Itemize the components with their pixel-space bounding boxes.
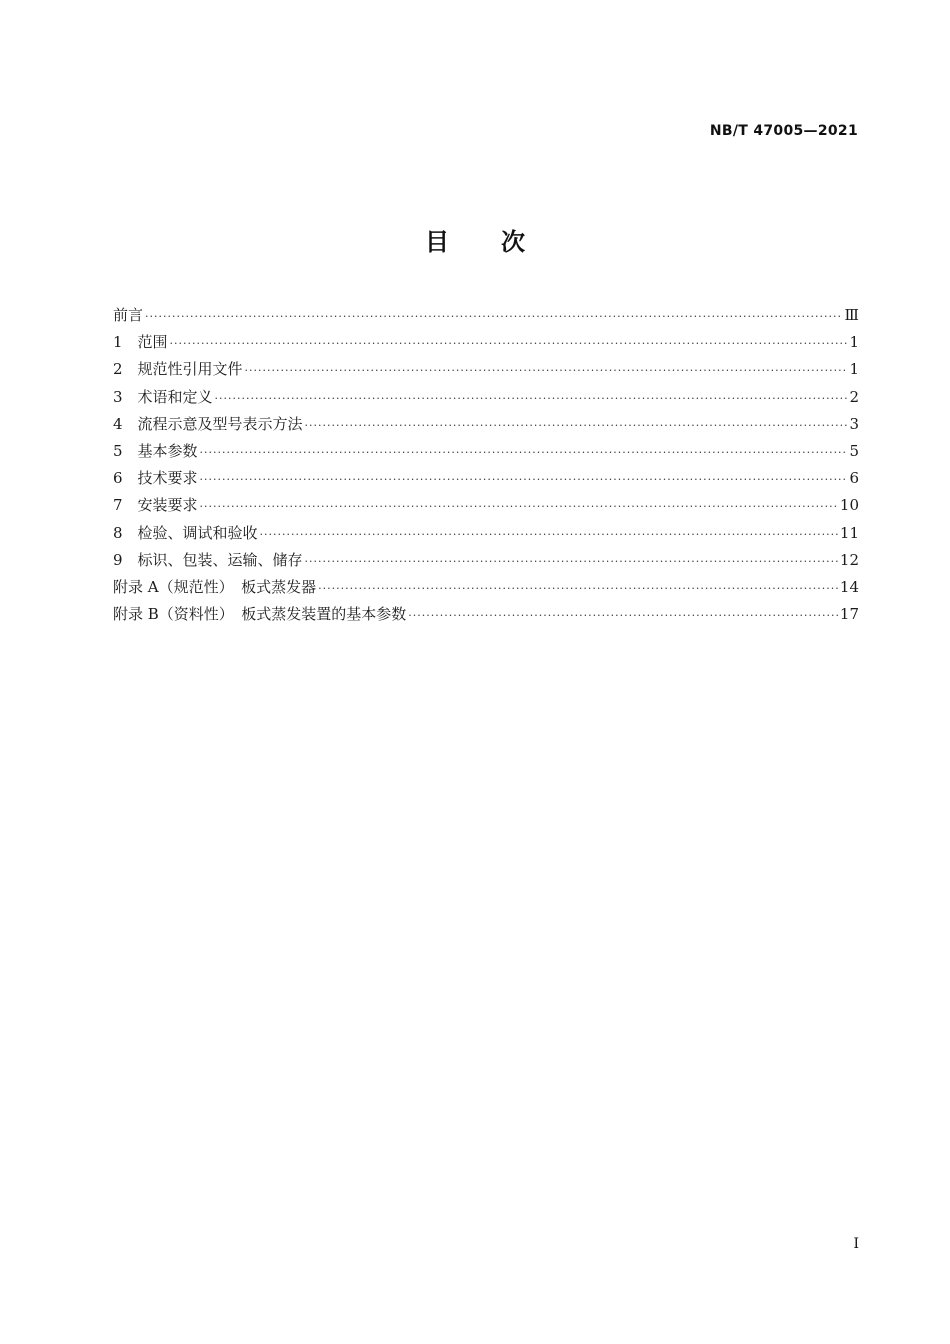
toc-entry-foreword[interactable] <box>113 302 859 329</box>
toc-entry-page: 5 <box>849 441 859 460</box>
toc-entry-annex-b[interactable] <box>113 601 859 628</box>
toc-entry-technical-requirements[interactable] <box>113 465 859 492</box>
toc-dot-leader <box>215 385 848 412</box>
toc-dot-leader <box>170 330 848 357</box>
toc-dot-leader <box>200 439 848 466</box>
toc-dot-leader <box>260 521 838 548</box>
toc-entry-normative-references[interactable] <box>113 356 859 383</box>
toc-entry-label: 7 安装要求 <box>113 496 198 515</box>
page-title: 目次 <box>425 228 577 256</box>
toc-entry-page: 14 <box>839 577 859 596</box>
toc-entry-flow-diagram[interactable] <box>113 411 859 438</box>
toc-entry-page: 1 <box>849 360 859 379</box>
toc-entry-label: 2 规范性引用文件 <box>113 360 243 379</box>
toc-entry-label: 9 标识、包装、运输、储存 <box>113 550 303 569</box>
toc-entry-page: 2 <box>849 387 859 406</box>
toc-entry-page: Ⅲ <box>844 306 859 324</box>
toc-entry-page: 6 <box>849 469 859 488</box>
toc-dot-leader <box>200 466 848 493</box>
table-of-contents <box>113 302 859 628</box>
toc-entry-page: 12 <box>839 550 859 569</box>
toc-entry-page: 3 <box>849 414 859 433</box>
toc-entry-label: 附录 A（规范性） 板式蒸发器 <box>113 577 317 596</box>
standard-code: NB/T 47005—2021 <box>709 123 858 139</box>
toc-entry-label: 前言 <box>113 306 144 324</box>
toc-dot-leader <box>200 493 838 520</box>
toc-entry-label: 4 流程示意及型号表示方法 <box>113 414 303 433</box>
toc-entry-label: 附录 B（资料性） 板式蒸发装置的基本参数 <box>113 605 407 624</box>
toc-entry-page: 17 <box>839 605 859 624</box>
page-number: I <box>853 1236 859 1252</box>
toc-dot-leader <box>245 357 848 384</box>
toc-entry-marking-packaging[interactable] <box>113 547 859 574</box>
toc-entry-page: 10 <box>839 496 859 515</box>
toc-dot-leader <box>318 575 838 602</box>
toc-entry-inspection[interactable] <box>113 520 859 547</box>
toc-dot-leader <box>305 412 848 439</box>
toc-entry-label: 5 基本参数 <box>113 441 198 460</box>
toc-dot-leader <box>408 602 838 629</box>
toc-entry-basic-parameters[interactable] <box>113 438 859 465</box>
toc-dot-leader <box>305 548 838 575</box>
toc-entry-page: 1 <box>849 333 859 352</box>
toc-entry-installation-requirements[interactable] <box>113 492 859 519</box>
toc-entry-label: 3 术语和定义 <box>113 387 213 406</box>
toc-entry-label: 6 技术要求 <box>113 469 198 488</box>
toc-entry-label: 8 检验、调试和验收 <box>113 523 258 542</box>
toc-dot-leader <box>145 303 843 330</box>
toc-entry-label: 1 范围 <box>113 333 168 352</box>
toc-entry-page: 11 <box>839 523 859 542</box>
toc-entry-terms[interactable] <box>113 384 859 411</box>
toc-entry-scope[interactable] <box>113 329 859 356</box>
toc-entry-annex-a[interactable] <box>113 574 859 601</box>
